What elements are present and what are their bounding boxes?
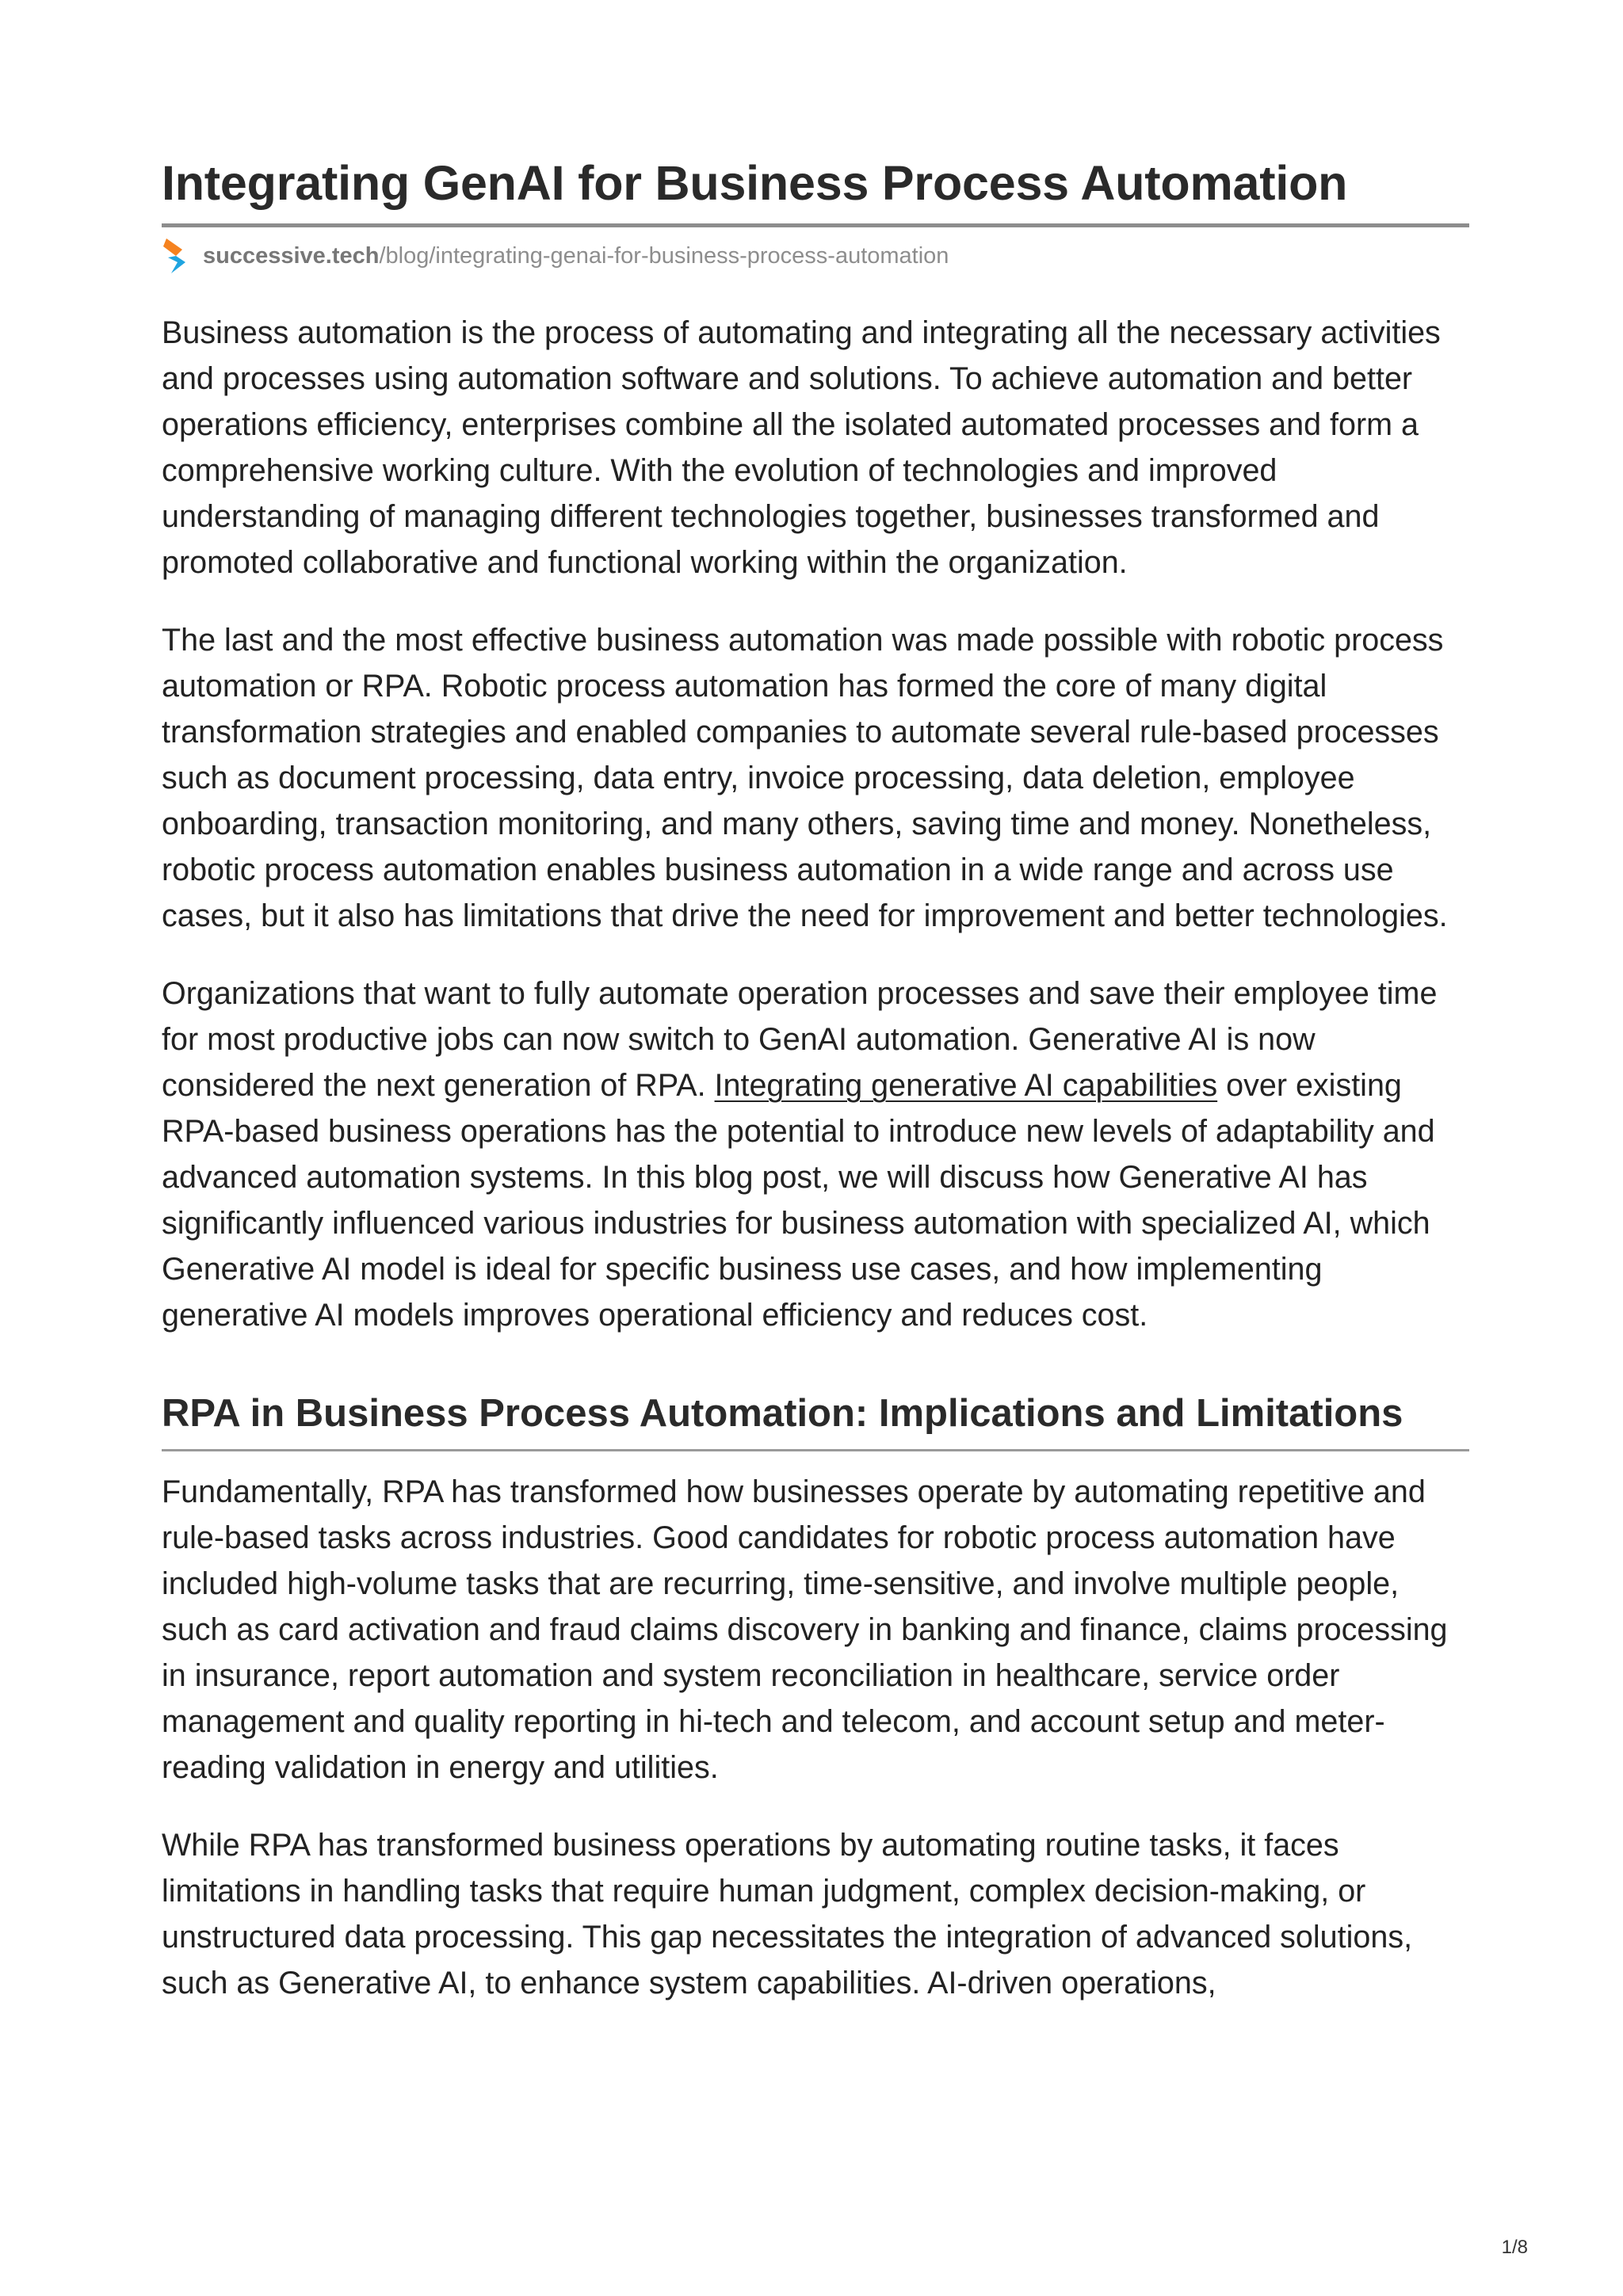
- section-heading: RPA in Business Process Automation: Implications and Limitations: [162, 1392, 1403, 1435]
- paragraph-3-text-before: Organizations that want to fully automate operation processes and save their employee time for most productive jobs can now switch to GenAI automation. Generative AI is now considered the next generation of RPA.: [162, 976, 1438, 1103]
- successive-logo-icon: [162, 238, 189, 273]
- paragraph-3-text-after: over existing RPA-based business operations has the potential to introduce new levels of adaptability and advanced automation systems. In this blog post, we will discuss how Generative AI has significantly influenced various industries for business automation with specialized AI, which Generative AI model is ideal for specific business use cases, and how implementing generative AI models improves operational efficiency and reduces cost.: [162, 1068, 1435, 1333]
- paragraph-3: [162, 971, 1469, 1338]
- section-paragraph-2: While RPA has transformed business operations by automating routine tasks, it faces limitations in handling tasks that require human judgment, complex decision-making, or unstructured data processing. This gap necessitates the integration of advanced solutions, such as Generative AI, to enhance system capabilities. AI-driven operations,: [162, 1828, 1413, 2000]
- page-title: Integrating GenAI for Business Process Automation: [162, 156, 1348, 210]
- paragraph-2: The last and the most effective business automation was made possible with robotic process automation or RPA. Robotic process automation has formed the core of many digital transformation strategies and enabled companies to automate several rule-based processes such as document processing, data entry, invoice processing, data deletion, employee onboarding, transaction monitoring, and many others, saving time and money. Nonetheless, robotic process automation enables business automation in a wide range and across use cases, but it also has limitations that drive the need for improvement and better technologies.: [162, 623, 1448, 933]
- source-line: [162, 237, 1469, 275]
- page-number: 1/8: [1501, 2237, 1528, 2258]
- generative-ai-capabilities-link[interactable]: Integrating generative AI capabilities: [714, 1068, 1218, 1103]
- source-domain[interactable]: successive.tech: [203, 242, 380, 269]
- article: [162, 151, 1469, 2038]
- paragraph-1: Business automation is the process of automating and integrating all the necessary activities and processes using automation software and solutions. To achieve automation and better operations efficiency, enterprises combine all the isolated automated processes and form a comprehensive working culture. With the evolution of technologies and improved understanding of managing different technologies together, businesses transformed and promoted collaborative and functional working within the organization.: [162, 315, 1441, 580]
- article-body: [162, 310, 1469, 2006]
- section-divider: [162, 1449, 1469, 1451]
- section-paragraph-1: Fundamentally, RPA has transformed how businesses operate by automating repetitive and rule-based tasks across industries. Good candidates for robotic process automation have included high-volume tasks that are recurring, time-sensitive, and involve multiple people, such as card activation and fraud claims discovery in banking and finance, claims processing in insurance, report automation and system reconciliation in healthcare, service order management and quality reporting in hi-tech and telecom, and account setup and meter-reading validation in energy and utilities.: [162, 1474, 1448, 1785]
- source-path[interactable]: /blog/integrating-genai-for-business-process-automation: [379, 242, 949, 269]
- title-divider: [162, 223, 1469, 227]
